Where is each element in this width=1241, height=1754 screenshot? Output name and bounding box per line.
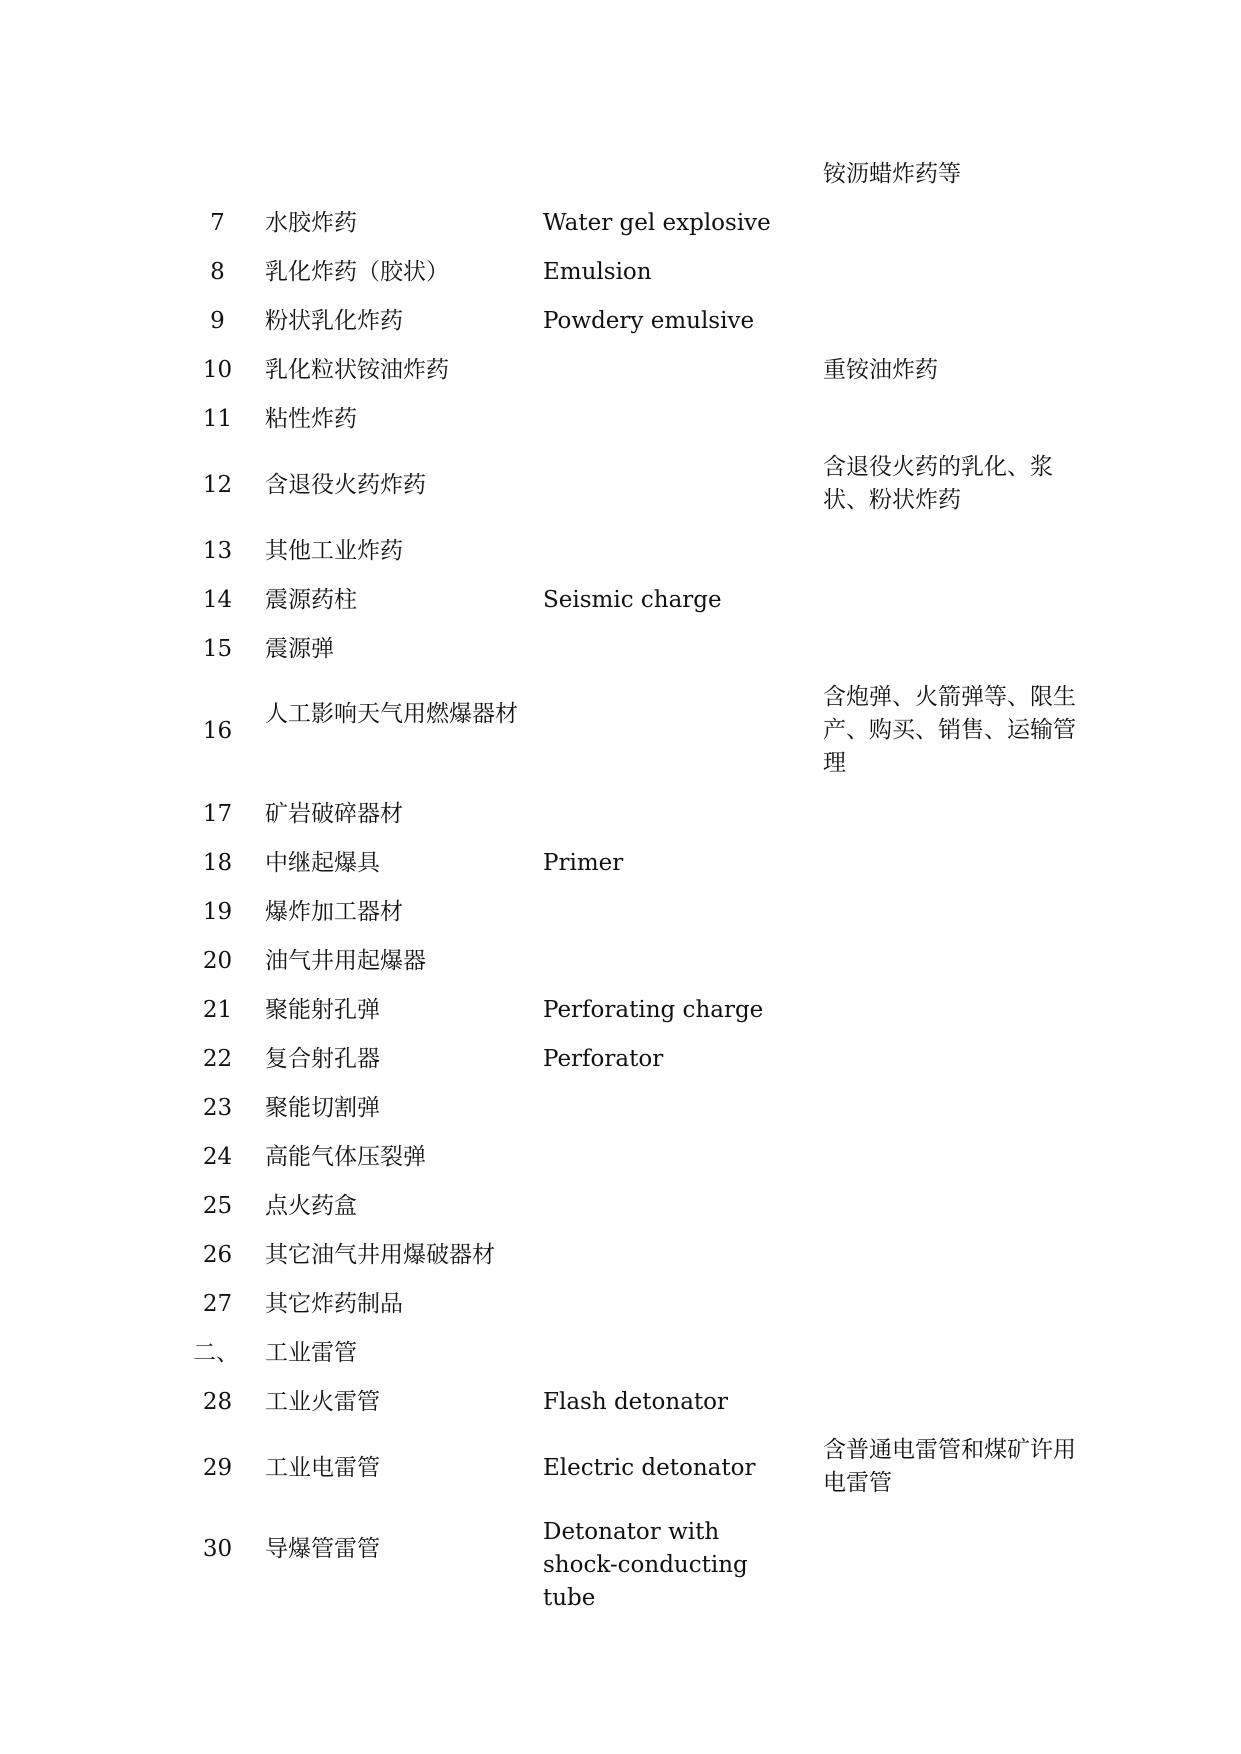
english-name: Perforating charge <box>543 997 764 1023</box>
row-number: 25 <box>202 1193 233 1219</box>
chinese-name: 聚能切割弹 <box>265 1095 380 1121</box>
row-number: 20 <box>202 948 233 974</box>
chinese-name: 含退役火药炸药 <box>265 472 426 498</box>
row-number: 21 <box>202 997 233 1023</box>
chinese-name: 其他工业炸药 <box>265 538 403 564</box>
chinese-name: 人工影响天气用燃爆器材 <box>265 701 518 727</box>
chinese-name: 水胶炸药 <box>265 210 357 236</box>
row-number: 30 <box>202 1536 233 1562</box>
note-cell: 含炮弹、火箭弹等、限生产、购买、销售、运输管理 <box>823 684 1076 776</box>
chinese-name: 震源弹 <box>265 636 334 662</box>
row-number: 29 <box>202 1455 233 1481</box>
english-name: Primer <box>543 850 624 876</box>
chinese-name: 导爆管雷管 <box>265 1536 380 1562</box>
row-number: 19 <box>202 899 233 925</box>
row-number: 13 <box>202 538 233 564</box>
chinese-name: 其它炸药制品 <box>265 1291 403 1317</box>
row-number: 23 <box>202 1095 233 1121</box>
row-number: 9 <box>210 308 225 334</box>
chinese-name: 复合射孔器 <box>265 1046 380 1072</box>
row-number: 27 <box>202 1291 233 1317</box>
section-number: 二、 <box>193 1340 239 1366</box>
chinese-name: 点火药盒 <box>265 1193 357 1219</box>
chinese-name: 高能气体压裂弹 <box>265 1144 426 1170</box>
chinese-name: 油气井用起爆器 <box>265 948 426 974</box>
chinese-name: 乳化粒状铵油炸药 <box>265 357 449 383</box>
note-cell: 含普通电雷管和煤矿许用电雷管 <box>823 1437 1076 1496</box>
chinese-name: 爆炸加工器材 <box>265 899 403 925</box>
chinese-name: 震源药柱 <box>265 587 357 613</box>
chinese-name: 工业电雷管 <box>265 1455 380 1481</box>
row-number: 12 <box>202 472 233 498</box>
row-number: 24 <box>202 1144 233 1170</box>
row-number: 11 <box>202 406 233 432</box>
english-name: Flash detonator <box>543 1389 728 1415</box>
english-name: Powdery emulsive <box>543 308 755 334</box>
chinese-name: 粉状乳化炸药 <box>265 308 403 334</box>
english-name: Water gel explosive <box>543 210 771 236</box>
row-number: 15 <box>202 636 233 662</box>
row-number: 17 <box>202 801 233 827</box>
english-name: Seismic charge <box>543 587 722 613</box>
row-number: 18 <box>202 850 233 876</box>
english-name: Emulsion <box>543 259 652 285</box>
row-number: 22 <box>202 1046 233 1072</box>
row-number: 7 <box>210 210 225 236</box>
chinese-name: 粘性炸药 <box>265 406 357 432</box>
row-number: 28 <box>202 1389 233 1415</box>
row-number: 16 <box>202 718 233 744</box>
row-number: 26 <box>202 1242 233 1268</box>
chinese-name: 矿岩破碎器材 <box>265 801 403 827</box>
note-cell: 铵沥蜡炸药等 <box>823 161 961 187</box>
section-title: 工业雷管 <box>265 1340 357 1366</box>
chinese-name: 聚能射孔弹 <box>265 997 380 1023</box>
english-name: Perforator <box>543 1046 664 1072</box>
row-number: 10 <box>202 357 233 383</box>
row-number: 14 <box>202 587 233 613</box>
chinese-name: 中继起爆具 <box>265 850 380 876</box>
chinese-name: 其它油气井用爆破器材 <box>265 1242 495 1268</box>
english-name: Electric detonator <box>543 1455 756 1481</box>
chinese-name: 工业火雷管 <box>265 1389 380 1415</box>
row-number: 8 <box>210 259 225 285</box>
english-name: Detonator with shock-conducting tube <box>543 1519 748 1611</box>
note-cell: 重铵油炸药 <box>823 357 938 383</box>
chinese-name: 乳化炸药（胶状） <box>265 259 449 285</box>
note-cell: 含退役火药的乳化、浆状、粉状炸药 <box>823 454 1053 513</box>
